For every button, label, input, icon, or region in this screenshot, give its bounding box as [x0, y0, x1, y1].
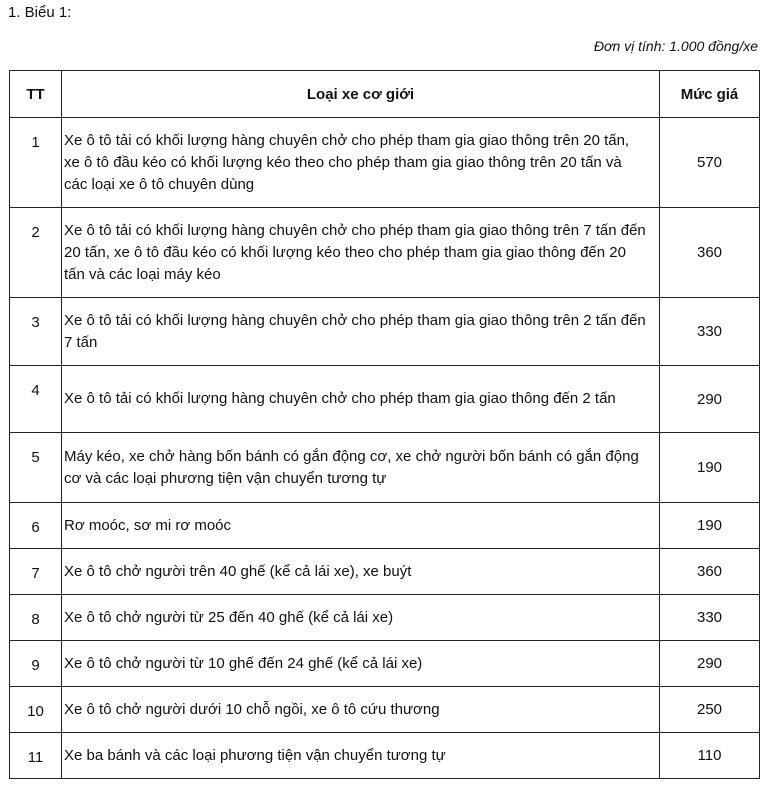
header-tt: TT: [10, 71, 62, 118]
unit-note: Đơn vị tính: 1.000 đồng/xe: [593, 38, 758, 54]
row-price: 250: [660, 687, 760, 733]
row-number: 11: [10, 733, 62, 779]
row-number: 1: [10, 118, 62, 208]
row-vehicle-type: Máy kéo, xe chở hàng bốn bánh có gắn động cơ, xe chở người bốn bánh có gắn động cơ và các loại phương tiện vận chuyển tương tự: [62, 433, 660, 503]
row-price: 290: [660, 366, 760, 433]
table-row: [10, 433, 760, 503]
row-number: 7: [10, 549, 62, 595]
row-number: 10: [10, 687, 62, 733]
table-row: [10, 641, 760, 687]
table-row: [10, 298, 760, 366]
row-vehicle-type: Xe ô tô tải có khối lượng hàng chuyên chở cho phép tham gia giao thông trên 7 tấn đến 20 tấn, xe ô tô đầu kéo có khối lượng kéo theo cho phép tham gia giao thông đến 20 tấn và các loại máy kéo: [62, 208, 660, 298]
table-row: [10, 595, 760, 641]
table-row: [10, 118, 760, 208]
row-number: 9: [10, 641, 62, 687]
header-vehicle-type: Loại xe cơ giới: [62, 71, 660, 118]
row-number: 4: [10, 366, 62, 433]
row-vehicle-type: Xe ô tô chở người dưới 10 chỗ ngồi, xe ô tô cứu thương: [62, 687, 660, 733]
row-number: 5: [10, 433, 62, 503]
row-vehicle-type: Xe ba bánh và các loại phương tiện vận chuyển tương tự: [62, 733, 660, 779]
row-price: 110: [660, 733, 760, 779]
row-price: 190: [660, 433, 760, 503]
fee-table: [9, 70, 760, 779]
table-row: [10, 733, 760, 779]
row-number: 2: [10, 208, 62, 298]
table-row: [10, 208, 760, 298]
row-price: 330: [660, 595, 760, 641]
row-vehicle-type: Xe ô tô tải có khối lượng hàng chuyên chở cho phép tham gia giao thông đến 2 tấn: [62, 366, 660, 433]
row-number: 6: [10, 503, 62, 549]
row-price: 330: [660, 298, 760, 366]
row-price: 570: [660, 118, 760, 208]
table-row: [10, 687, 760, 733]
row-price: 360: [660, 549, 760, 595]
header-price: Mức giá: [660, 71, 760, 118]
row-number: 3: [10, 298, 62, 366]
table-row: [10, 503, 760, 549]
table-header-row: [10, 71, 760, 118]
row-vehicle-type: Xe ô tô tải có khối lượng hàng chuyên chở cho phép tham gia giao thông trên 2 tấn đến 7 tấn: [62, 298, 660, 366]
row-vehicle-type: Xe ô tô chở người từ 10 ghế đến 24 ghế (kể cả lái xe): [62, 641, 660, 687]
row-price: 360: [660, 208, 760, 298]
row-price: 290: [660, 641, 760, 687]
table-row: [10, 366, 760, 433]
row-vehicle-type: Xe ô tô chở người trên 40 ghế (kể cả lái xe), xe buýt: [62, 549, 660, 595]
row-vehicle-type: Xe ô tô chở người từ 25 đến 40 ghế (kể cả lái xe): [62, 595, 660, 641]
row-vehicle-type: Xe ô tô tải có khối lượng hàng chuyên chở cho phép tham gia giao thông trên 20 tấn, xe ô tô đầu kéo có khối lượng kéo theo cho phép tham gia giao thông trên 20 tấn và các loại xe ô tô chuyên dùng: [62, 118, 660, 208]
table-row: [10, 549, 760, 595]
row-number: 8: [10, 595, 62, 641]
section-heading: 1. Biểu 1:: [8, 4, 72, 21]
row-vehicle-type: Rơ moóc, sơ mi rơ moóc: [62, 503, 660, 549]
row-price: 190: [660, 503, 760, 549]
